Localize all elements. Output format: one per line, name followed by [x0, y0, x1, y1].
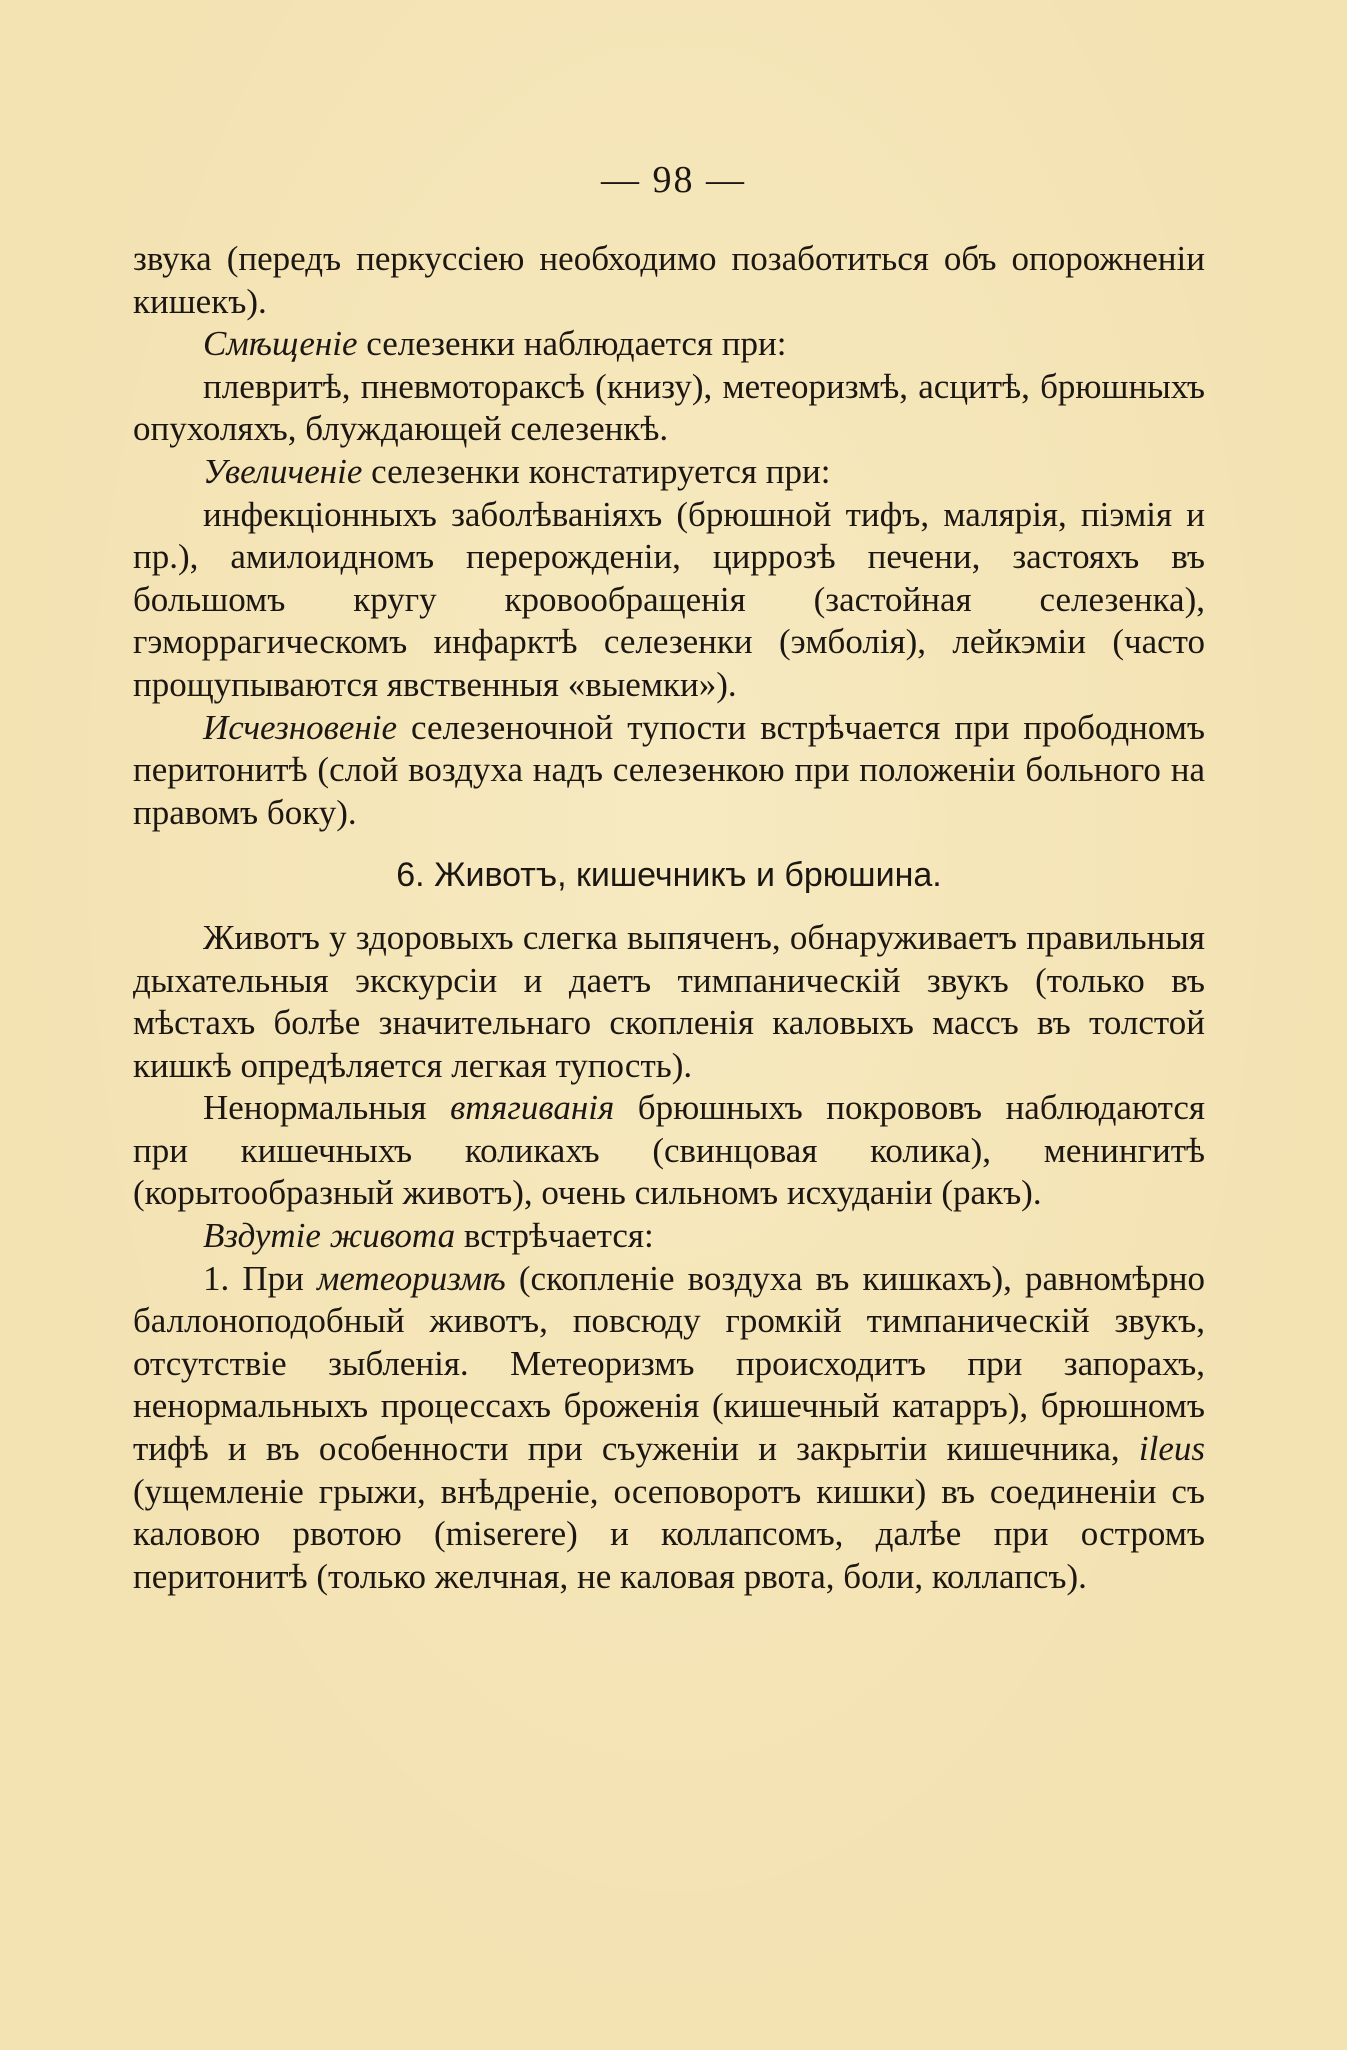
paragraph-text: (скопленiе воздуха въ кишкахъ), равномѣрно баллоноподобный животъ, повсюду громкiй тимпаническiй звукъ, отсутствiе зыбленiя. Метеоризмъ происходитъ при запорахъ, ненормальныхъ процессахъ броженiя (кишечный катарръ), брюшномъ тифѣ и въ особенности при съуженiи и закрытiи кишечника,	[133, 1258, 1205, 1469]
term-retraction: втягиванiя	[450, 1088, 615, 1128]
paragraph-enlargement	[133, 451, 1205, 494]
paragraph-bloating	[133, 1215, 1205, 1258]
paragraph-text: встрѣчается:	[455, 1216, 654, 1256]
paragraph-1: звука (передъ перкуссiею необходимо позаботиться объ опорожненiи кишекъ).	[133, 239, 1205, 321]
page-body	[133, 238, 1205, 1598]
term-ileus: ileus	[1138, 1429, 1205, 1469]
term-displacement: Смѣщенiе	[203, 324, 358, 364]
term-enlargement: Увеличенiе	[203, 451, 363, 491]
paragraph-displacement-causes: плевритѣ, пневмотораксѣ (книзу), метеоризмѣ, асцитѣ, брюшныхъ опухоляхъ, блуждающей селезенкѣ.	[133, 366, 1205, 449]
paragraph-meteorism	[133, 1258, 1205, 1599]
paragraph-abdomen: Животъ у здоровыхъ слегка выпяченъ, обнаруживаетъ правильныя дыхательныя экскурсiи и даетъ тимпаническiй звукъ (только въ мѣстахъ болѣе значительнаго скопленiя каловыхъ массъ въ толстой кишкѣ опредѣляется легкая тупость).	[133, 917, 1205, 1085]
paragraph-text: (ущемленiе грыжи, внѣдренiе, осеповоротъ кишки) въ соединенiи съ каловою рвотою (miserere) и коллапсомъ, далѣе при остромъ перитонитѣ (только желчная, не каловая рвота, боли, коллапсъ).	[133, 1471, 1205, 1596]
paragraph-text: брюшныхъ покрововъ наблюдаются при кишечныхъ коликахъ (свинцовая колика), менингитѣ (корытообразный животъ), очень сильномъ исхуданiи (ракъ).	[133, 1088, 1205, 1213]
paragraph-text: селезеночной тупости встрѣчается при прободномъ перитонитѣ (слой воздуха надъ селезенкою при положенiи больного на правомъ боку).	[133, 707, 1205, 832]
paragraph-displacement	[133, 323, 1205, 366]
paragraph-retraction	[133, 1087, 1205, 1215]
term-disappearance: Исчезновенiе	[203, 707, 397, 747]
paragraph-enlargement-causes: инфекцiонныхъ заболѣванiяхъ (брюшной тифъ, малярiя, пiэмiя и пр.), амилоидномъ перерожденiи, циррозѣ печени, застояхъ въ большомъ кругу кровообращенiя (застойная селезенка), гэморрагическомъ инфарктѣ селезенки (эмболiя), лейкэмiи (часто прощупываются явственныя «выемки»).	[133, 494, 1205, 704]
paragraph-disappearance	[133, 707, 1205, 835]
paragraph-text: селезенки констатируется при:	[362, 451, 831, 491]
section-heading: 6. Животъ, кишечникъ и брюшина.	[396, 856, 942, 895]
term-bloating: Вздутiе живота	[203, 1216, 456, 1256]
paragraph-text: селезенки наблюдается при:	[357, 324, 787, 364]
page-number: — 98 —	[601, 159, 746, 201]
paragraph-text: 1. При	[203, 1258, 318, 1298]
term-meteorism: метеоризмѣ	[317, 1258, 506, 1298]
paragraph-text: Ненормальныя	[203, 1088, 451, 1128]
